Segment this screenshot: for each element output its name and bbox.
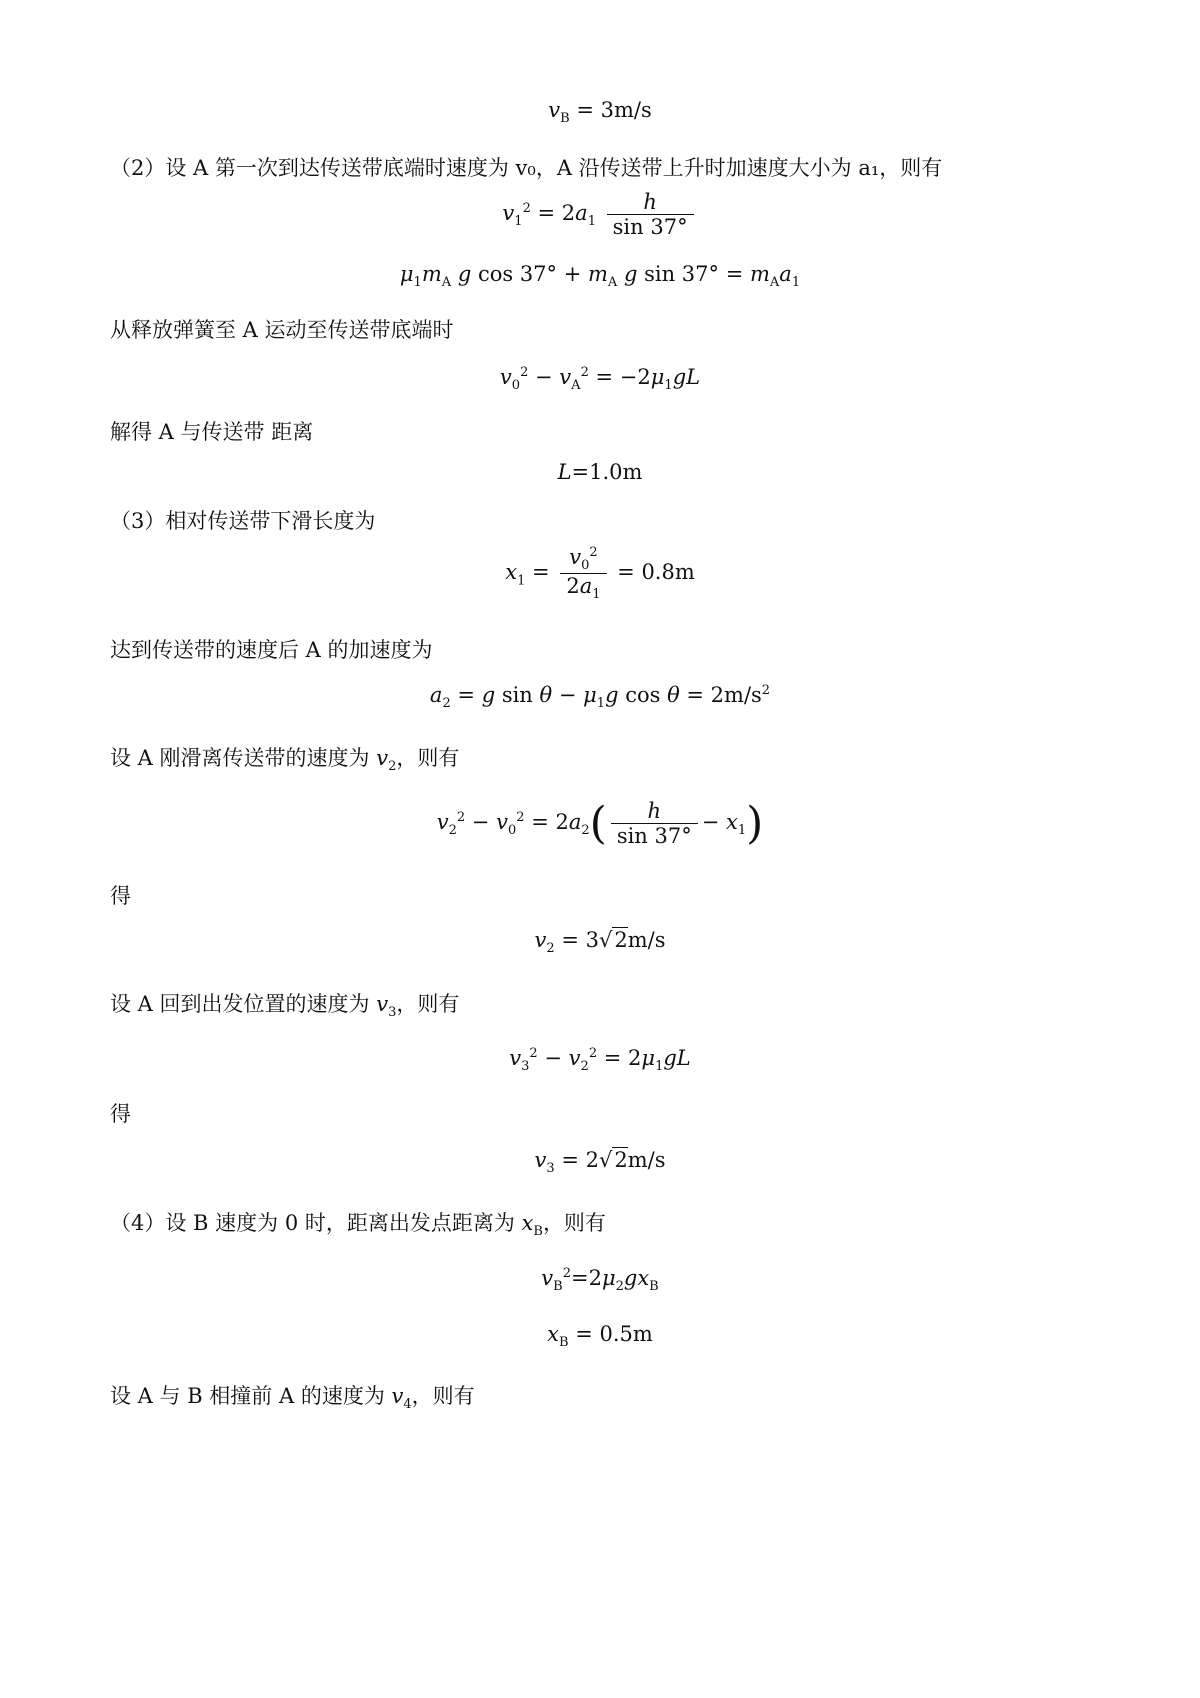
equation-v1-squared: $v_1^2 = 2a_1$ $\frac{h}{\sin 37^\circ}$ xyxy=(0,190,1200,239)
equation-v2-squared: $v_2^2 - v_0^2 = 2a_2$( $\frac{h}{\sin 37^\circ}$ − $x_1$) xyxy=(436,798,764,849)
equation-L: L=1.0m xyxy=(557,460,643,484)
paragraph-2-intro: （2）设 A 第一次到达传送带底端时速度为 v₀，A 沿传送带上升时加速度大小为 a₁，则有 xyxy=(110,156,943,180)
paragraph-3-de1: 得 xyxy=(110,884,131,908)
equation-a2: $a_2 = g$ $\sin \theta - \mu_1g$ $\cos \theta = 2m/s^2$ xyxy=(429,683,771,712)
equation-v2: $v_2 = 3√2m/s$ xyxy=(534,928,666,957)
paragraph-2-solve: 解得 A 与传送带 距离 xyxy=(110,420,314,444)
equation-x1: $x_1$ = $\frac{v_0^2}{2a_1}$ = 0.8m xyxy=(505,545,695,603)
paragraph-4-v4: 设 A 与 B 相撞前 A 的速度为 $v_4$，则有 xyxy=(110,1384,475,1413)
equation-vB: $v_B = 3m/s$ xyxy=(548,98,652,127)
paragraph-3-v3: 设 A 回到出发位置的速度为 $v_3$，则有 xyxy=(110,992,460,1021)
equation-v0-vA: $v_0^2 - v_A^2 = -2\mu_1gL$ xyxy=(499,365,701,394)
paragraph-3-de2: 得 xyxy=(110,1102,131,1126)
paragraph-2-release: 从释放弹簧至 A 运动至传送带底端时 xyxy=(110,318,454,342)
equation-v3-squared: $v_3^2 - v_2^2 = 2\mu_1gL$ xyxy=(509,1046,691,1075)
equation-force-balance: $\mu_1m_A$ g $\cos 37^\circ + m_A$ g $\sin 37^\circ = m_Aa_1$ xyxy=(399,262,801,291)
paragraph-4-intro: （4）设 B 速度为 0 时，距离出发点距离为 $x_B$，则有 xyxy=(110,1211,606,1240)
paragraph-3-intro: （3）相对传送带下滑长度为 xyxy=(110,509,376,533)
paragraph-3-after: 达到传送带的速度后 A 的加速度为 xyxy=(110,638,433,662)
equation-v3: $v_3 = 2√2m/s$ xyxy=(534,1148,666,1177)
equation-vB-squared: $v_B^2=2\mu_2gx_B$ xyxy=(541,1266,659,1295)
equation-xB: $x_B = 0.5m$ xyxy=(547,1322,653,1351)
paragraph-3-v2: 设 A 刚滑离传送带的速度为 $v_2$，则有 xyxy=(110,746,460,775)
